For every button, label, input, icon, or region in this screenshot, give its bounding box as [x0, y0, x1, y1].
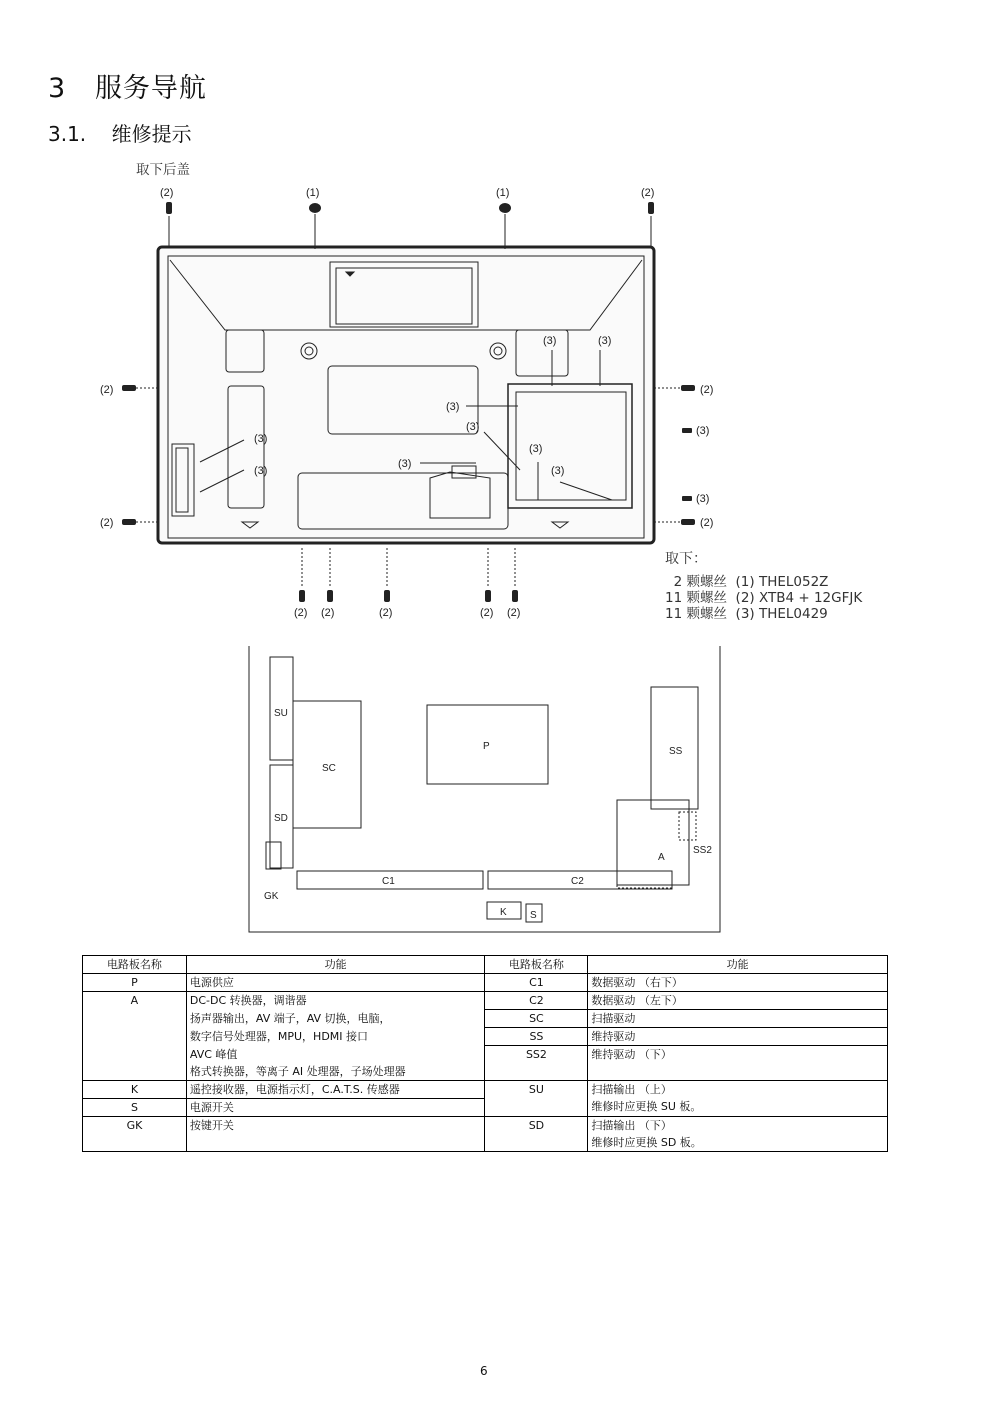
board-function	[588, 1080, 888, 1116]
page-number: 6	[480, 1364, 488, 1378]
board-p: P	[483, 741, 490, 752]
board-gk: GK	[264, 891, 279, 902]
screw-label-1: (1)	[306, 187, 320, 199]
board-function: 格式转换器，等离子 AI 处理器，子场处理器	[186, 1063, 485, 1081]
table-header-row	[83, 956, 888, 974]
board-name: C1	[485, 974, 588, 992]
board-name: GK	[83, 1116, 187, 1151]
screw-label-2: (2)	[379, 607, 393, 619]
table-header: 功能	[186, 956, 485, 974]
board-function-line: 扫描输出 （下）	[591, 1118, 672, 1132]
board-function-table	[82, 955, 888, 1152]
board-name: SC	[485, 1010, 588, 1028]
board-name: K	[83, 1080, 187, 1098]
screw-label-3: (3)	[696, 493, 710, 505]
table-row	[83, 1080, 888, 1098]
screw-label-3: (3)	[398, 458, 412, 470]
board-function: 扫描驱动	[588, 1010, 888, 1028]
board-function: 数据驱动 （右下）	[588, 974, 888, 992]
screw-label-2: (2)	[700, 384, 714, 396]
screw-label-3: (3)	[696, 425, 710, 437]
screw-label-3: (3)	[254, 433, 268, 445]
board-name: C2	[485, 992, 588, 1010]
table-row	[83, 992, 888, 1010]
board-function: AVC 峰值	[186, 1046, 485, 1063]
board-c2: C2	[571, 876, 584, 887]
board-a: A	[658, 852, 665, 863]
screw-label-2: (2)	[294, 607, 308, 619]
board-function: DC-DC 转换器，调谐器	[186, 992, 485, 1010]
board-function: 维持驱动 （下）	[588, 1046, 888, 1081]
removal-title: 取下：	[665, 551, 707, 567]
removal-line-3: 11 颗螺丝 (3) THEL0429	[665, 606, 828, 622]
figure-caption: 取下后盖	[136, 162, 190, 178]
board-function: 遥控接收器，电源指示灯，C.A.T.S. 传感器	[186, 1080, 485, 1098]
board-su: SU	[274, 708, 288, 719]
table-header: 功能	[588, 956, 888, 974]
board-function: 维持驱动	[588, 1028, 888, 1046]
screw-label-1: (1)	[496, 187, 510, 199]
screw-label-2: (2)	[480, 607, 494, 619]
board-name: SS	[485, 1028, 588, 1046]
subsection-number: 3.1.	[48, 122, 87, 146]
board-function	[588, 1116, 888, 1151]
board-function: 数字信号处理器，MPU，HDMI 接口	[186, 1028, 485, 1046]
table-row	[83, 1046, 888, 1063]
board-name: SU	[485, 1080, 588, 1116]
screw-label-2: (2)	[321, 607, 335, 619]
removal-line-1: 2 颗螺丝 (1) THEL052Z	[665, 574, 829, 590]
board-function: 数据驱动 （左下）	[588, 992, 888, 1010]
board-name: S	[83, 1098, 187, 1116]
board-sc: SC	[322, 763, 336, 774]
screw-label-3: (3)	[543, 335, 557, 347]
table-row	[83, 1010, 888, 1028]
subsection-title: 维修提示	[111, 122, 192, 146]
rear-cover-diagram	[0, 0, 993, 640]
board-ss2: SS2	[693, 845, 712, 856]
board-function-line: 维修时应更换 SD 板。	[591, 1135, 702, 1149]
board-k: K	[500, 907, 507, 918]
board-name: SS2	[485, 1046, 588, 1081]
section-title: 服务导航	[94, 73, 207, 104]
board-name: P	[83, 974, 187, 992]
screw-label-2: (2)	[160, 187, 174, 199]
board-function: 按键开关	[186, 1116, 485, 1151]
board-name: A	[83, 992, 187, 1081]
table-header: 电路板名称	[485, 956, 588, 974]
screw-label-3: (3)	[466, 421, 480, 433]
screw-label-3: (3)	[529, 443, 543, 455]
board-name: SD	[485, 1116, 588, 1151]
screw-label-2: (2)	[100, 517, 114, 529]
screw-label-2: (2)	[507, 607, 521, 619]
board-function-line: 扫描输出 （上）	[591, 1082, 672, 1096]
board-function-line: 维修时应更换 SU 板。	[591, 1099, 702, 1113]
screw-label-3: (3)	[446, 401, 460, 413]
table-header: 电路板名称	[83, 956, 187, 974]
screw-label-2: (2)	[641, 187, 655, 199]
board-function: 电源开关	[186, 1098, 485, 1116]
screw-label-3: (3)	[598, 335, 612, 347]
screw-label-3: (3)	[254, 465, 268, 477]
board-function: 扬声器输出，AV 端子，AV 切换，电脑，	[186, 1010, 485, 1028]
board-ss: SS	[669, 746, 683, 757]
board-sd: SD	[274, 813, 288, 824]
board-c1: C1	[382, 876, 395, 887]
table-row	[83, 1116, 888, 1151]
table-row	[83, 1028, 888, 1046]
section-number: 3	[48, 73, 67, 104]
removal-line-2: 11 颗螺丝 (2) XTB4 + 12GFJK	[665, 590, 863, 606]
board-layout-diagram	[240, 640, 730, 940]
screw-label-2: (2)	[700, 517, 714, 529]
screw-label-3: (3)	[551, 465, 565, 477]
table-row	[83, 974, 888, 992]
board-s: S	[530, 910, 537, 921]
screw-label-2: (2)	[100, 384, 114, 396]
board-function: 电源供应	[186, 974, 485, 992]
